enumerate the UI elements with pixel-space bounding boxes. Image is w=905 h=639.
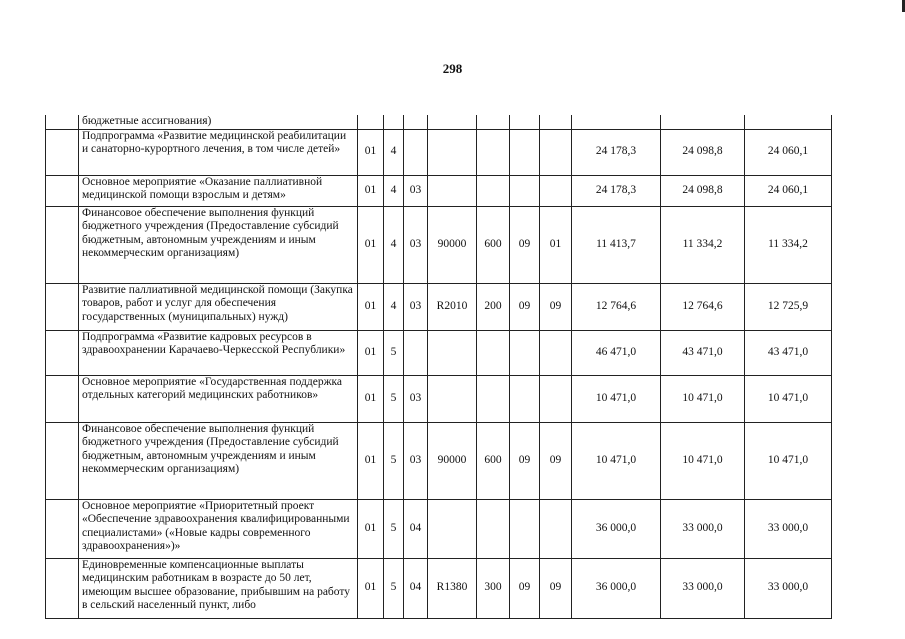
amount-year1-cell: 24 178,3	[572, 129, 661, 175]
expense-type-cell	[477, 129, 510, 175]
direction-code-cell: R1380	[428, 558, 477, 618]
measure-code-cell: 04	[404, 558, 428, 618]
measure-code-cell	[404, 115, 428, 129]
amount-year2-cell	[661, 115, 745, 129]
row-number-cell	[46, 375, 79, 422]
amount-year1-cell: 36 000,0	[572, 499, 661, 558]
measure-code-cell: 03	[404, 283, 428, 330]
subprogram-code-cell: 4	[384, 175, 404, 206]
section-cell: 09	[510, 283, 540, 330]
section-cell: 09	[510, 558, 540, 618]
direction-code-cell	[428, 330, 477, 375]
amount-year3-cell: 33 000,0	[745, 558, 832, 618]
program-code-cell: 01	[358, 283, 384, 330]
subprogram-code-cell	[384, 115, 404, 129]
amount-year3-cell: 33 000,0	[745, 499, 832, 558]
amount-year3-cell: 43 471,0	[745, 330, 832, 375]
row-name-cell: Основное мероприятие «Оказание паллиативной медицинской помощи взрослым и детям»	[79, 175, 358, 206]
section-cell	[510, 115, 540, 129]
measure-code-cell	[404, 129, 428, 175]
table-row	[46, 206, 832, 283]
row-number-cell	[46, 129, 79, 175]
amount-year1-cell: 36 000,0	[572, 558, 661, 618]
section-cell	[510, 175, 540, 206]
amount-year3-cell: 24 060,1	[745, 175, 832, 206]
table-row	[46, 175, 832, 206]
row-name-cell: Подпрограмма «Развитие медицинской реабилитации и санаторно-курортного лечения, в том числе детей»	[79, 129, 358, 175]
amount-year1-cell: 10 471,0	[572, 375, 661, 422]
expense-type-cell: 300	[477, 558, 510, 618]
amount-year2-cell: 33 000,0	[661, 558, 745, 618]
amount-year3-cell: 11 334,2	[745, 206, 832, 283]
subprogram-code-cell: 4	[384, 283, 404, 330]
direction-code-cell: 90000	[428, 422, 477, 499]
amount-year1-cell: 12 764,6	[572, 283, 661, 330]
amount-year2-cell: 24 098,8	[661, 129, 745, 175]
budget-table	[45, 115, 832, 619]
table-row	[46, 422, 832, 499]
row-number-cell	[46, 499, 79, 558]
table-row	[46, 499, 832, 558]
program-code-cell: 01	[358, 422, 384, 499]
expense-type-cell: 200	[477, 283, 510, 330]
table-row	[46, 330, 832, 375]
row-name-cell: Финансовое обеспечение выполнения функций бюджетного учреждения (Предоставление субсидий бюджетным, автономным учреждениям и иным некоммерческим организациям)	[79, 422, 358, 499]
subsection-cell	[540, 375, 572, 422]
subprogram-code-cell: 5	[384, 375, 404, 422]
measure-code-cell	[404, 330, 428, 375]
amount-year3-cell: 12 725,9	[745, 283, 832, 330]
amount-year1-cell: 11 413,7	[572, 206, 661, 283]
expense-type-cell	[477, 330, 510, 375]
subsection-cell: 01	[540, 206, 572, 283]
program-code-cell	[358, 115, 384, 129]
row-name-cell: Основное мероприятие «Приоритетный проект «Обеспечение здравоохранения квалифицированными специалистами» («Новые кадры современного здравоохранения»)»	[79, 499, 358, 558]
table-row	[46, 129, 832, 175]
expense-type-cell	[477, 115, 510, 129]
section-cell	[510, 499, 540, 558]
direction-code-cell: 90000	[428, 206, 477, 283]
subprogram-code-cell: 5	[384, 422, 404, 499]
table-row	[46, 558, 832, 618]
table-row	[46, 115, 832, 129]
program-code-cell: 01	[358, 175, 384, 206]
amount-year1-cell	[572, 115, 661, 129]
subsection-cell	[540, 330, 572, 375]
row-number-cell	[46, 558, 79, 618]
direction-code-cell	[428, 375, 477, 422]
amount-year1-cell: 24 178,3	[572, 175, 661, 206]
subsection-cell: 09	[540, 283, 572, 330]
section-cell: 09	[510, 422, 540, 499]
subprogram-code-cell: 5	[384, 558, 404, 618]
direction-code-cell	[428, 129, 477, 175]
program-code-cell: 01	[358, 129, 384, 175]
subprogram-code-cell: 4	[384, 129, 404, 175]
row-name-cell: Основное мероприятие «Государственная поддержка отдельных категорий медицинских работников»	[79, 375, 358, 422]
program-code-cell: 01	[358, 375, 384, 422]
expense-type-cell	[477, 175, 510, 206]
section-cell	[510, 375, 540, 422]
amount-year2-cell: 43 471,0	[661, 330, 745, 375]
row-name-cell: бюджетные ассигнования)	[79, 115, 358, 129]
expense-type-cell: 600	[477, 206, 510, 283]
amount-year2-cell: 11 334,2	[661, 206, 745, 283]
row-number-cell	[46, 206, 79, 283]
table-row	[46, 283, 832, 330]
amount-year2-cell: 12 764,6	[661, 283, 745, 330]
expense-type-cell	[477, 499, 510, 558]
direction-code-cell	[428, 175, 477, 206]
program-code-cell: 01	[358, 558, 384, 618]
direction-code-cell	[428, 499, 477, 558]
section-cell	[510, 330, 540, 375]
amount-year1-cell: 46 471,0	[572, 330, 661, 375]
subprogram-code-cell: 5	[384, 330, 404, 375]
program-code-cell: 01	[358, 206, 384, 283]
subsection-cell	[540, 499, 572, 558]
amount-year3-cell: 10 471,0	[745, 375, 832, 422]
subprogram-code-cell: 4	[384, 206, 404, 283]
row-name-cell: Развитие паллиативной медицинской помощи (Закупка товаров, работ и услуг для обеспечения государственных (муниципальных) нужд)	[79, 283, 358, 330]
program-code-cell: 01	[358, 330, 384, 375]
measure-code-cell: 03	[404, 206, 428, 283]
amount-year1-cell: 10 471,0	[572, 422, 661, 499]
row-number-cell	[46, 175, 79, 206]
measure-code-cell: 03	[404, 175, 428, 206]
direction-code-cell: R2010	[428, 283, 477, 330]
row-number-cell	[46, 283, 79, 330]
row-name-cell: Финансовое обеспечение выполнения функций бюджетного учреждения (Предоставление субсидий бюджетным, автономным учреждениям и иным некоммерческим организациям)	[79, 206, 358, 283]
subsection-cell: 09	[540, 558, 572, 618]
amount-year3-cell: 10 471,0	[745, 422, 832, 499]
section-cell: 09	[510, 206, 540, 283]
measure-code-cell: 03	[404, 375, 428, 422]
subsection-cell: 09	[540, 422, 572, 499]
amount-year3-cell: 24 060,1	[745, 129, 832, 175]
measure-code-cell: 03	[404, 422, 428, 499]
amount-year2-cell: 24 098,8	[661, 175, 745, 206]
subsection-cell	[540, 129, 572, 175]
direction-code-cell	[428, 115, 477, 129]
row-number-cell	[46, 330, 79, 375]
amount-year3-cell	[745, 115, 832, 129]
row-number-cell	[46, 422, 79, 499]
amount-year2-cell: 10 471,0	[661, 422, 745, 499]
subsection-cell	[540, 115, 572, 129]
row-number-cell	[46, 115, 79, 129]
expense-type-cell: 600	[477, 422, 510, 499]
subsection-cell	[540, 175, 572, 206]
expense-type-cell	[477, 375, 510, 422]
amount-year2-cell: 10 471,0	[661, 375, 745, 422]
measure-code-cell: 04	[404, 499, 428, 558]
program-code-cell: 01	[358, 499, 384, 558]
subprogram-code-cell: 5	[384, 499, 404, 558]
section-cell	[510, 129, 540, 175]
page-number: 298	[442, 61, 463, 76]
row-name-cell: Единовременные компенсационные выплаты медицинским работникам в возрасте до 50 лет, имеющим высшее образование, прибывшим на работу в сельский населенный пункт, либо	[79, 558, 358, 618]
amount-year2-cell: 33 000,0	[661, 499, 745, 558]
row-name-cell: Подпрограмма «Развитие кадровых ресурсов в здравоохранении Карачаево-Черкесской Республики»	[79, 330, 358, 375]
table-row	[46, 375, 832, 422]
